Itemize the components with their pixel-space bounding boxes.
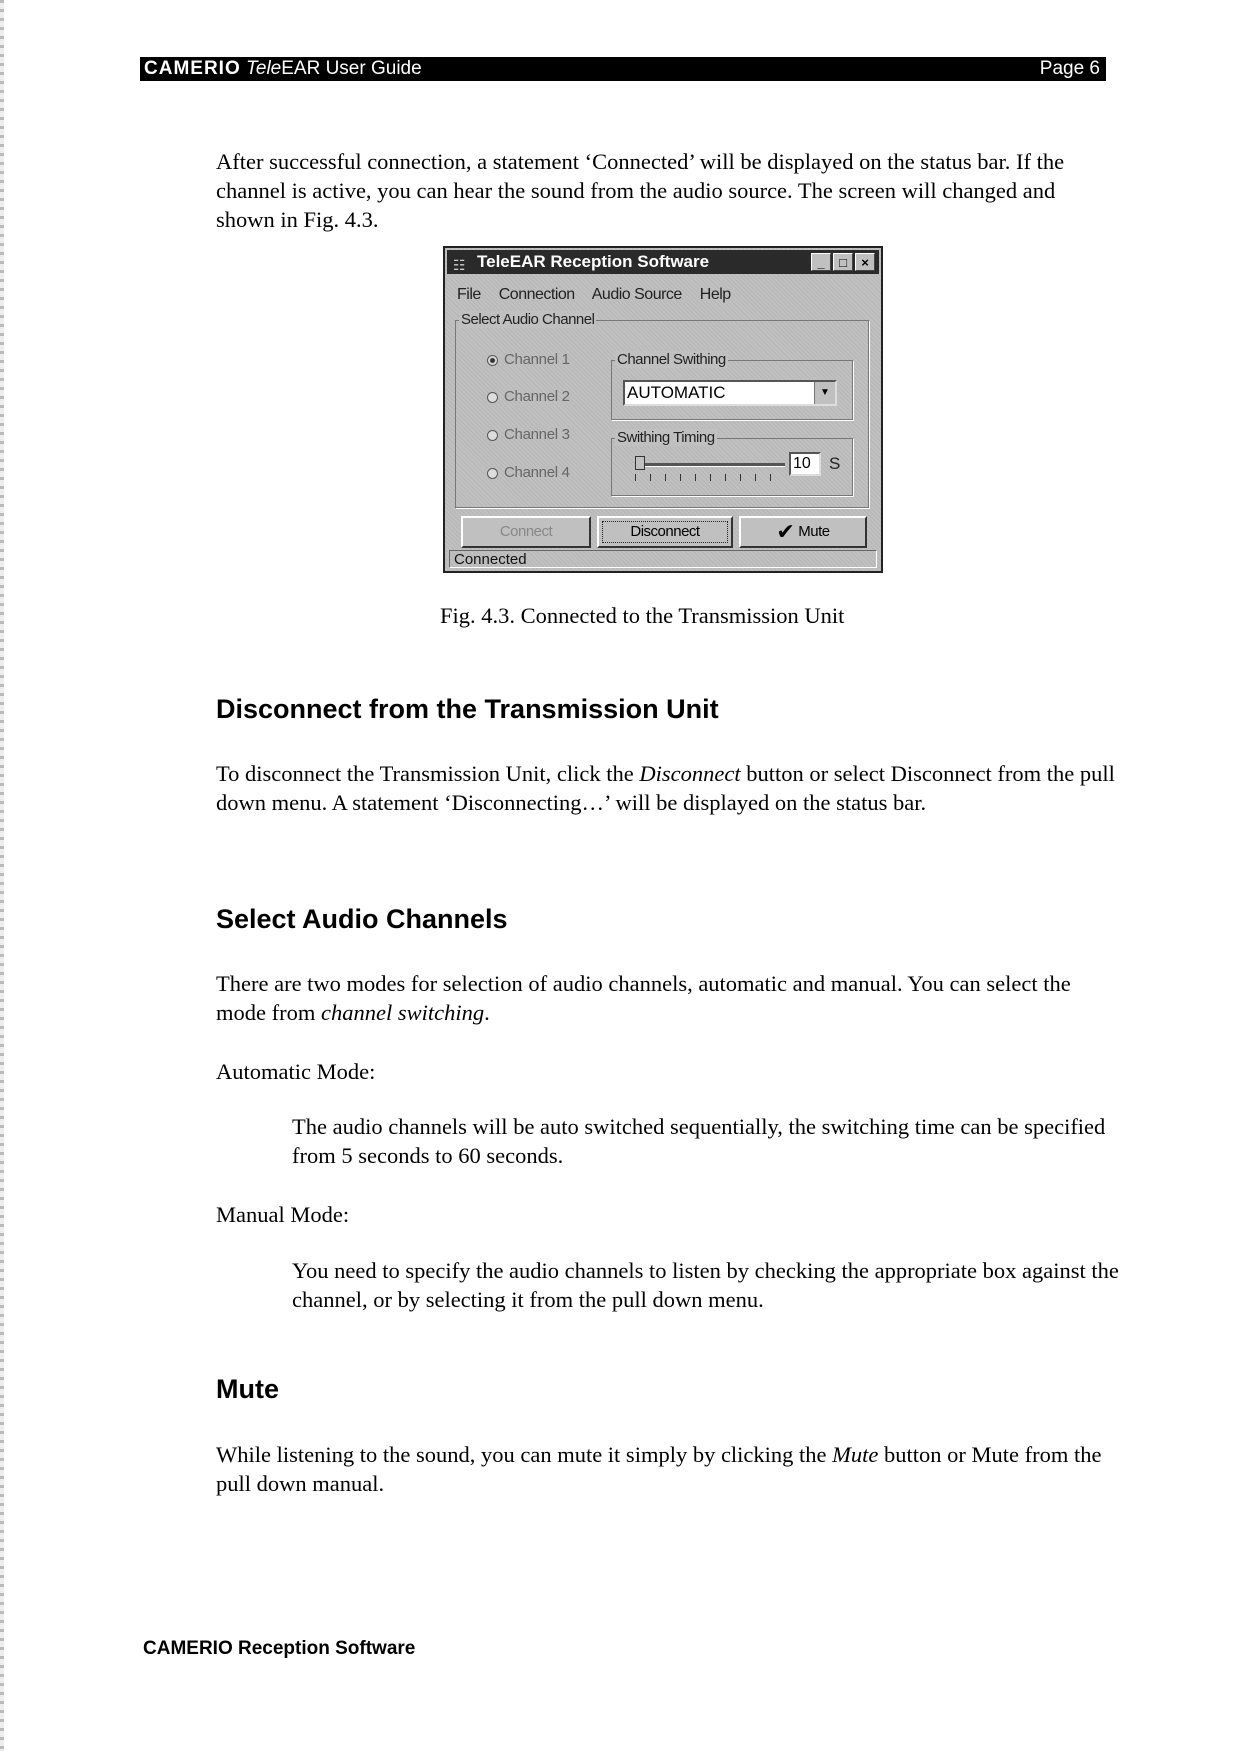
radio-icon [487, 392, 498, 403]
window-titlebar [447, 250, 879, 274]
automatic-mode-label: Automatic Mode: [216, 1059, 376, 1084]
channels-paragraph [216, 969, 1116, 1027]
minimize-icon[interactable]: _ [811, 253, 831, 271]
timing-value-field[interactable]: 10 [789, 452, 821, 476]
timing-slider-thumb[interactable] [635, 456, 645, 470]
product-rest: EAR User Guide [281, 58, 422, 79]
disconnect-emphasis: Disconnect [639, 761, 741, 786]
disconnect-text-2: button or select Disconnect from the pull down menu. A statement ‘Disconnecting…’ will be displayed on the status bar. [216, 761, 1115, 815]
status-bar: Connected [449, 550, 877, 568]
channel-4-label: Channel 4 [504, 464, 570, 481]
channel-switching-select[interactable] [623, 380, 837, 406]
radio-channel-4[interactable] [487, 464, 570, 481]
channel-switching-label: Channel Swithing [617, 351, 726, 368]
mute-emphasis: Mute [832, 1442, 879, 1467]
heading-select-audio-channels: Select Audio Channels [216, 904, 508, 934]
window-title: TeleEAR Reception Software [477, 252, 710, 271]
disconnect-button[interactable]: Disconnect [597, 516, 733, 548]
channels-emphasis: channel switching [320, 1000, 485, 1025]
maximize-icon[interactable]: □ [833, 253, 853, 271]
app-window-screenshot [443, 246, 883, 573]
intro-paragraph: After successful connection, a statement ‘Connected’ will be displayed on the status bar. If the channel is active, you can hear the sound from the audio source. The screen will changed and shown in Fig. 4.3. [216, 149, 1065, 232]
mute-text-1: While listening to the sound, you can mute it simply by clicking the [216, 1442, 833, 1467]
menu-bar [457, 286, 745, 304]
channel-1-label: Channel 1 [504, 351, 570, 368]
disconnect-paragraph [216, 759, 1116, 817]
product-italic: Tele [246, 58, 282, 79]
automatic-mode-text: The audio channels will be auto switched sequentially, the switching time can be specified from 5 seconds to 60 seconds. [292, 1114, 1106, 1168]
window-controls [811, 253, 875, 271]
check-icon: ✔ [776, 519, 795, 545]
running-header [140, 57, 1106, 81]
manual-mode-label: Manual Mode: [216, 1202, 350, 1227]
menu-help[interactable]: Help [699, 286, 731, 303]
channel-switching-value: AUTOMATIC [627, 383, 726, 402]
close-icon[interactable]: × [855, 253, 875, 271]
menu-connection[interactable]: Connection [498, 286, 575, 303]
disconnect-text-1: To disconnect the Transmission Unit, click the [216, 761, 640, 786]
figure-caption: Fig. 4.3. Connected to the Transmission Unit [440, 603, 845, 628]
timing-slider-ticks [635, 474, 785, 481]
menu-file[interactable]: File [457, 286, 481, 303]
mute-text-2: button or Mute from the pull down manual. [216, 1442, 1102, 1496]
mute-paragraph [216, 1440, 1116, 1498]
scan-edge [0, 0, 4, 1751]
radio-selected-icon [487, 355, 498, 366]
brand-name: CAMERIO [144, 58, 241, 79]
channel-2-label: Channel 2 [504, 388, 570, 405]
running-footer: CAMERIO Reception Software [143, 1638, 416, 1659]
app-icon: ☷ [453, 257, 466, 273]
channels-text-1: There are two modes for selection of audio channels, automatic and manual. You can select the mode from [216, 971, 1071, 1025]
header-title [144, 57, 422, 81]
radio-icon [487, 468, 498, 479]
connect-button[interactable]: Connect [461, 516, 591, 548]
channels-text-2: . [484, 1000, 490, 1025]
switching-timing-label: Swithing Timing [617, 429, 715, 446]
manual-mode-text: You need to specify the audio channels to listen by checking the appropriate box against the channel, or by selecting it from the pull down menu. [292, 1258, 1119, 1312]
chevron-down-icon[interactable]: ▼ [814, 382, 835, 404]
heading-disconnect: Disconnect from the Transmission Unit [216, 694, 719, 724]
timing-unit: S [829, 454, 841, 473]
channel-3-label: Channel 3 [504, 426, 570, 443]
select-audio-channel-label: Select Audio Channel [461, 311, 595, 328]
timing-slider-track[interactable] [635, 463, 785, 467]
mute-button[interactable] [739, 516, 867, 548]
menu-audio-source[interactable]: Audio Source [591, 286, 682, 303]
page-number: Page 6 [1039, 58, 1100, 79]
radio-icon [487, 430, 498, 441]
radio-channel-2[interactable] [487, 388, 570, 405]
heading-mute: Mute [216, 1374, 279, 1404]
mute-label: Mute [798, 523, 830, 540]
radio-channel-3[interactable] [487, 426, 570, 443]
radio-channel-1[interactable] [487, 351, 570, 368]
